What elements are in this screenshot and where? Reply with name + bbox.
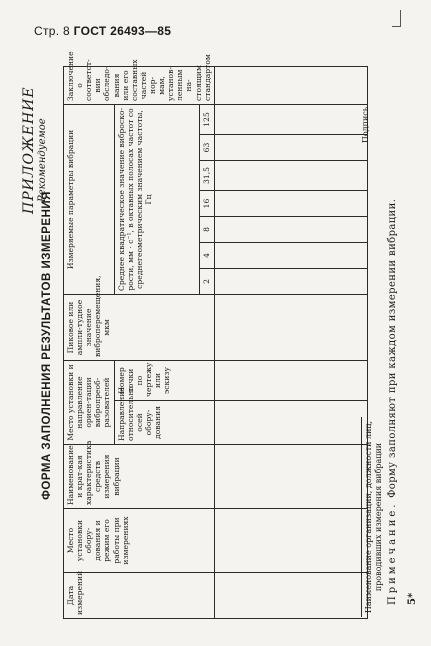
- table-cell: [214, 134, 367, 160]
- freq-cell: 4: [199, 242, 214, 268]
- table-cell: [214, 268, 367, 294]
- corner-mark: [392, 10, 401, 27]
- standard-number: ГОСТ 26493—85: [73, 24, 172, 38]
- header-means: Наименование и крат-кая характеристика средств измерения вибрации: [64, 445, 215, 509]
- footnote-text: Форму заполняют при каждом измерении вибрации.: [387, 198, 398, 498]
- header-regime: Место установки обору-дования и режим его работы при измерениях: [64, 509, 215, 573]
- measurement-form-table: [63, 51, 368, 619]
- freq-cell: 31,5: [199, 160, 214, 190]
- table-cell: [214, 66, 367, 104]
- signature-label: Подпись: [361, 106, 370, 144]
- freq-cell: 8: [199, 216, 214, 242]
- freq-cell: 2: [199, 268, 214, 294]
- header-conclusion: Заключение о соответст-вии обследо-вания или его составных частей нор-мам, установ-ленным на-стоящим стандартом: [64, 66, 215, 104]
- form-title: ФОРМА ЗАПОЛНЕНИЯ РЕЗУЛЬТАТОВ ИЗМЕРЕНИЯ: [41, 191, 53, 500]
- header-date: Дата измерений: [64, 573, 215, 619]
- rotated-form-page: [19, 51, 418, 627]
- table-row: [214, 66, 367, 618]
- freq-cell: 16: [199, 190, 214, 216]
- appendix-subtitle: Рекомендуемое: [37, 118, 48, 202]
- page-header: [34, 24, 171, 38]
- footnote-label: Примечание.: [387, 501, 398, 605]
- header-point: Номер точки по чертежу или эскизу: [114, 360, 214, 400]
- appendix-title: ПРИЛОЖЕНИЕ: [21, 86, 37, 214]
- table-cell: [214, 401, 367, 445]
- table-cell: [214, 242, 367, 268]
- table-cell: [214, 445, 367, 509]
- table-cell: [214, 509, 367, 573]
- freq-cell: 63: [199, 134, 214, 160]
- table-cell: [214, 160, 367, 190]
- header-rms-group: Среднее квадратическое значение виброско-рости, мм · с⁻¹, в октавных полосах частот со среднегеометрическим значением частоты, Гц: [114, 104, 199, 294]
- signature-org-line: Наименование организации, должности лиц, проводивших измерения вибрации: [361, 417, 385, 617]
- table-cell: [214, 190, 367, 216]
- page-stamp: 5*: [407, 592, 418, 605]
- table-cell: [214, 104, 367, 134]
- header-place-group: Место установки и направление ориен-тации вибропреоб-разователей: [64, 360, 115, 444]
- page-number: Стр. 8: [34, 24, 70, 38]
- table-cell: [214, 573, 367, 619]
- table-cell: [214, 294, 367, 360]
- table-cell: [214, 360, 367, 400]
- footnote: [387, 199, 398, 605]
- freq-cell: 125: [199, 104, 214, 134]
- header-params-group: Измеряемые параметры вибрации: [64, 104, 115, 294]
- header-peak: Пиковое или ампли-тудное значение виброперемещения, мкм: [64, 294, 215, 360]
- header-direction: Направление относительно осей обору-дования: [114, 401, 214, 445]
- table-cell: [214, 216, 367, 242]
